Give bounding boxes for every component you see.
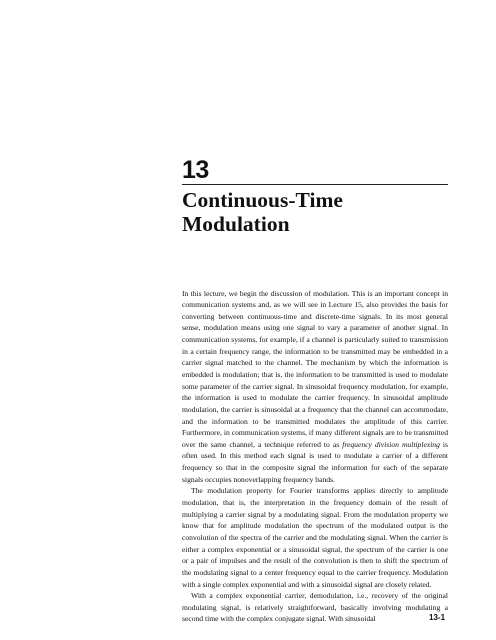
paragraph-1-text-b: is often used. In this method each signal is used to modulate a carrier of a different frequency so that in the composite signal the information for each of the separate signals occupies nonoverlapping frequency bands. (182, 439, 448, 484)
page-number: 13-1 (429, 613, 446, 622)
paragraph-3: With a complex exponential carrier, demodulation, i.e., recovery of the original modulating signal, is relatively straightforward, basically involving modulating a second time with the complex conjugate signal. With sinusoidal (182, 591, 448, 624)
paragraph-1 (182, 288, 448, 486)
emphasis-term: frequency division multiplexing (342, 439, 440, 449)
chapter-title (182, 188, 462, 236)
chapter-title-line-1: Continuous-Time (182, 188, 343, 212)
paragraph-1-text-a: In this lecture, we begin the discussion of modulation. This is an important concept in communication systems and, as we will see in Lecture 15, also provides the basis for converting between continuous-time and discrete-time signals. In its most general sense, modulation means using one signal to vary a parameter of another signal. In communication systems, for example, if a channel is particularly suited to transmission in a certain frequency range, the information to be transmitted may be embedded in a carrier signal matched to the channel. The mechanism by which the information is embedded is modulation; that is, the information to be transmitted is used to modulate some parameter of the carrier signal. In sinusoidal frequency modulation, for example, the information is used to modulate the carrier frequency. In sinusoidal amplitude modulation, the carrier is sinusoidal at a frequency that the channel can accommodate, and the information to be transmitted modulates the amplitude of this carrier. Furthermore, in communication systems, if many different signals are to be transmitted over the same channel, a technique referred to as (182, 288, 448, 449)
chapter-number: 13 (182, 156, 209, 184)
paragraph-2: The modulation property for Fourier transforms applies directly to amplitude modulation, that is, the interpretation in the frequency domain of the result of multiplying a carrier signal by a modulating signal. From the modulation property we know that for amplitude modulation the spectrum of the modulated output is the convolution of the spectra of the carrier and the modulating signal. When the carrier is either a complex exponential or a sinusoidal signal, the spectrum of the carrier is one or a pair of impulses and the result of the convolution is then to shift the spectrum of the modulating signal to a center frequency equal to the carrier frequency. Modulation with a single complex exponential and with a sinusoidal signal are closely related. (182, 486, 448, 589)
body-text (182, 288, 448, 626)
chapter-title-line-2: Modulation (182, 212, 290, 236)
chapter-rule (182, 184, 448, 185)
